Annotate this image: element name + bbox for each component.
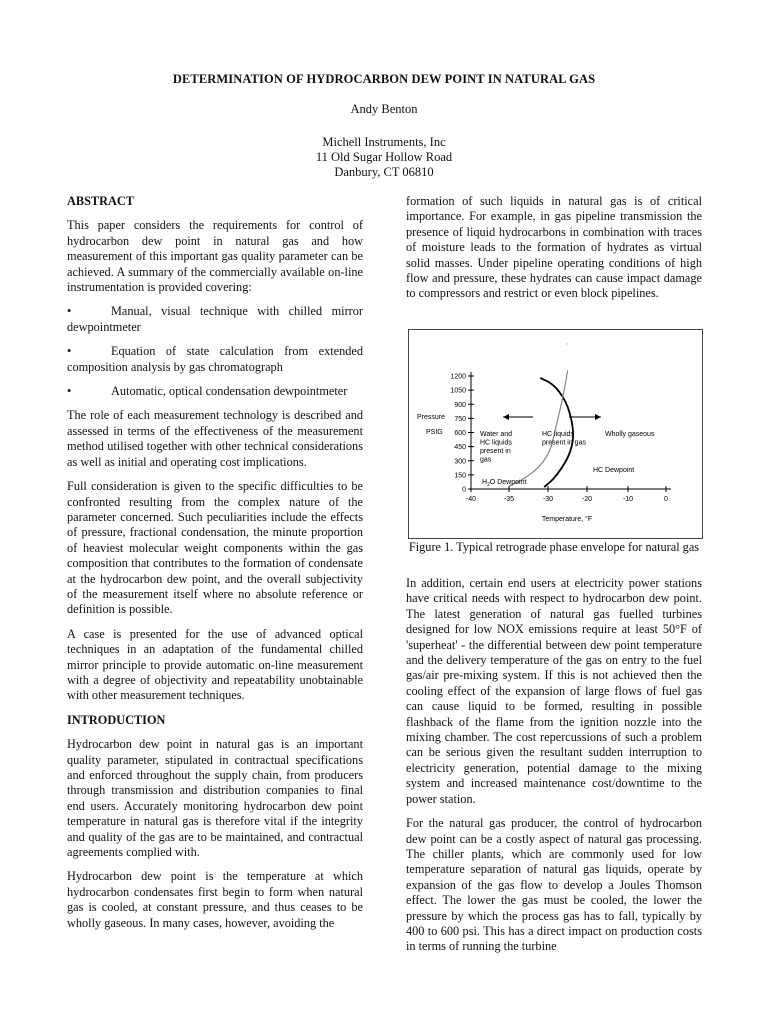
x-tick-label: -10 bbox=[622, 496, 634, 503]
y-tick-label: 1050 bbox=[450, 387, 466, 395]
body-paragraph: formation of such liquids in natural gas is of critical importance. For example, in gas pipeline transmission the presence of liquid hydrocarbons in combination with traces of moisture leads to the formation of hydrates as virtual solid masses. Under pipeline operating conditions of high flow and pressure, these hydrates can cause impact damage to compressors and restrict or even block pipelines. bbox=[406, 194, 702, 301]
figure-1 bbox=[408, 329, 703, 539]
y-tick-label: 150 bbox=[454, 472, 466, 480]
right-column-top bbox=[406, 194, 702, 311]
paper-title: DETERMINATION OF HYDROCARBON DEW POINT IN NATURAL GAS bbox=[172, 72, 596, 86]
arrow-left-head bbox=[503, 414, 509, 420]
y-tick-label: 450 bbox=[454, 444, 466, 452]
body-paragraph: For the natural gas producer, the control of hydrocarbon dew point can be a costly aspect of natural gas processing. The chiller plants, which are commonly used for low temperature separation of natural gas liquids, operate by expansion of the gas flow to develop a Joules Thomson effect. The lower the gas must be cooled, the lower the pressure by which the process gas has to fall, typically by 400 to 600 psi. This has a direct impact on production costs in terms of running the turbine bbox=[406, 816, 702, 954]
phase-envelope-chart bbox=[409, 330, 702, 538]
abstract-paragraph: The role of each measurement technology is described and assessed in terms of the effectiveness of the measurement method utilised together with other technical considerations as well as initial and operating cost implications. bbox=[67, 408, 363, 469]
annotation-hc-liquids-line: present in gas bbox=[542, 439, 586, 447]
x-tick-label: -40 bbox=[465, 496, 477, 503]
abstract-paragraph: This paper considers the requirements for control of hydrocarbon dew point in natural gas and how measurement of this important gas quality parameter can be achieved. A summary of the commercially available on-line instrumentation is provided covering: bbox=[67, 218, 363, 295]
annotation-water-hc-liquids-line: Water and bbox=[480, 431, 513, 438]
bullet-text: Automatic, optical condensation dewpointmeter bbox=[111, 384, 348, 399]
abstract-paragraph: A case is presented for the use of advanced optical techniques in an adaptation of the fundamental chilled mirror principle to provide automatic on-line measurement with a degree of objectivity and repeatability unobtainable with other measurement techniques. bbox=[67, 626, 363, 703]
left-column bbox=[67, 194, 363, 940]
annotation-water-hc-liquids-line: present in bbox=[480, 448, 511, 455]
x-tick-label: -35 bbox=[503, 496, 515, 503]
annotation-wholly-gaseous: Wholly gaseous bbox=[605, 431, 655, 438]
annotation-water-hc-liquids bbox=[480, 431, 512, 464]
bullet-icon: • bbox=[67, 384, 72, 399]
bullet-text: Manual, visual technique with chilled mirror dewpointmeter bbox=[67, 304, 363, 334]
x-axis-label: Temperature, °F bbox=[541, 516, 593, 523]
bullet-text: Equation of state calculation from extended composition analysis by gas chromatograph bbox=[67, 344, 363, 374]
h2o-subscript: 2 bbox=[487, 482, 490, 488]
y-tick-label: 600 bbox=[454, 430, 466, 437]
x-tick-label: -30 bbox=[542, 496, 554, 503]
introduction-paragraph: Hydrocarbon dew point is the temperature at which hydrocarbon condensates first begin to form when natural gas is cooled, at constant pressure, and thus ceases to be wholly gaseous. In many cases, however, avoiding the bbox=[67, 869, 363, 930]
body-paragraph: In addition, certain end users at electricity power stations have critical needs with respect to hydrocarbon dew point. The latest generation of natural gas fuelled turbines designed for low NOX emissions require at least 50°F of 'superheat' - the differential between dew point temperature and the delivery temperature of the gas on entry to the fuel gas/air pre-mixing system. If this is not achieved then the cooling effect of the expansion of large flows of fuel gas can cause liquid to be formed, resulting in possible flashback of the flame from the ignition nozzle into the mixing chamber. The cost repercussions of such a problem can be serious given the resultant sudden interruption to electricity generation, potential damage to the mixing system and increased maintenance cost/downtime to the power station. bbox=[406, 576, 702, 806]
author-name: Andy Benton bbox=[350, 102, 418, 116]
y-tick-label: 750 bbox=[454, 415, 466, 423]
y-axis-label: PSIG bbox=[426, 429, 443, 436]
annotation-hc-liquids bbox=[542, 431, 586, 447]
y-tick-label: 900 bbox=[454, 401, 466, 409]
bullet-item bbox=[67, 304, 363, 335]
figure-caption: Figure 1. Typical retrograde phase envelope for natural gas bbox=[408, 540, 700, 554]
y-axis-label: Pressure bbox=[417, 414, 446, 421]
affiliation-line: 11 Old Sugar Hollow Road bbox=[315, 150, 453, 164]
abstract-heading: ABSTRACT bbox=[67, 194, 134, 208]
annotation-water-hc-liquids-line: gas bbox=[480, 456, 492, 464]
annotation-hc-liquids-line: HC liquids bbox=[542, 431, 574, 438]
introduction-heading: INTRODUCTION bbox=[67, 712, 166, 727]
abstract-paragraph: Full consideration is given to the specific difficulties to be confronted resulting from the complex nature of the parameter concerned. Such peculiarities include the effects of pressure, fractional condensation, the minute proportion of heaviest molecular weight components within the gas composition that contributes to the formation of condensate at the hydrocarbon dew point, and the overall subjectivity of the measurement itself where no absolute reference or definition is possible. bbox=[67, 479, 363, 617]
svg-text:,: , bbox=[565, 337, 569, 346]
bullet-icon: • bbox=[67, 344, 72, 359]
x-tick-label: 0 bbox=[664, 496, 668, 503]
bullet-item bbox=[67, 344, 363, 375]
bullet-icon: • bbox=[67, 304, 72, 319]
affiliation-line: Michell Instruments, Inc bbox=[322, 135, 446, 149]
y-tick-label: 0 bbox=[462, 486, 466, 494]
h2o-text: O Dewpoint bbox=[489, 479, 527, 486]
y-tick-label: 1200 bbox=[450, 373, 466, 381]
bullet-item bbox=[67, 384, 363, 399]
h2o-text: H bbox=[482, 479, 488, 486]
affiliation-line: Danbury, CT 06810 bbox=[334, 165, 434, 179]
annotation-hc-dewpoint: HC Dewpoint bbox=[593, 467, 635, 474]
annotation-water-hc-liquids-line: HC liquids bbox=[480, 439, 512, 447]
y-tick-label: 300 bbox=[454, 458, 466, 466]
x-tick-label: -20 bbox=[581, 496, 593, 503]
annotation-h2o-dewpoint bbox=[482, 479, 526, 488]
introduction-paragraph: Hydrocarbon dew point in natural gas is an important quality parameter, stipulated in contractual specifications and enforced throughout the supply chain, from producers through transmission and distribution companies to final end users. Accurately monitoring hydrocarbon dew point temperature in natural gas is therefore vital if the integrity and quality of the gas are to be maintained, and contractual agreements complied with. bbox=[67, 737, 363, 860]
right-column-bottom bbox=[406, 576, 702, 964]
h2o-dewpoint-curve bbox=[509, 370, 568, 486]
arrow-right-head bbox=[595, 414, 601, 420]
